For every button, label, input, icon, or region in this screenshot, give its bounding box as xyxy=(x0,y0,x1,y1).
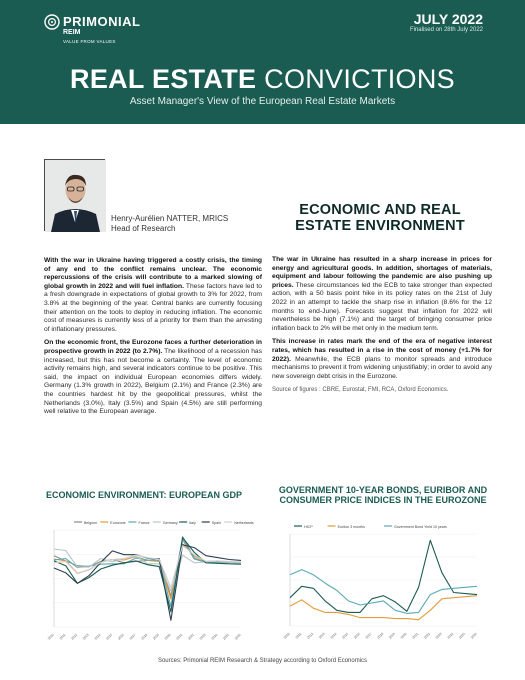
left-p1-bold: With the war in Ukraine having triggered a costly crisis, the timing of any end to the conflict remains unclear. The economic repercussions of the crisis will contribute to a marked slowing of global growth in 2022 and will fuel inflation. xyxy=(44,257,262,290)
x-tick-label: 2022 xyxy=(423,631,431,640)
x-tick-label: 2010 xyxy=(46,632,55,641)
series-line-germany xyxy=(54,549,241,591)
x-tick-label: 2022 xyxy=(187,632,195,641)
right-column xyxy=(272,256,492,400)
right-p2-bold: This increase in rates mark the end of the era of negative interest rates, which has resulted in a rise in the cost of money (+1.7% for 2022). xyxy=(272,338,492,363)
x-tick-label: 2018 xyxy=(376,631,385,640)
legend-label: France xyxy=(138,521,150,525)
left-column xyxy=(44,257,262,422)
x-tick-label: 2024 xyxy=(446,631,455,640)
series-line-euribor-3-months xyxy=(290,596,477,620)
right-paragraph-2 xyxy=(272,338,492,381)
gdp-chart xyxy=(44,518,254,643)
author-name: Henry-Aurélien NATTER, MRICS xyxy=(111,214,229,223)
series-line-spain xyxy=(54,545,241,621)
author-role: Head of Research xyxy=(111,224,176,233)
legend-label: Euribor 3 months xyxy=(337,525,365,529)
left-p1-text: These factors have led to a fresh downgrade in expectations of global growth to 3% for 2022, from 3.8% at the beginning of the year. Central banks are currently focusing their attention on the tools to deploy in reducing inflation. The economic cost of measures is currently less of a priority for them than the arresting of inflationary pressures. xyxy=(44,282,263,333)
legend-label: Government Bond Yield 10 years xyxy=(394,525,447,529)
x-tick-label: 2011 xyxy=(294,631,303,640)
x-tick-label: 2016 xyxy=(116,632,125,641)
footer-source: Sources: Primonial REIM Research & Strategy according to Oxford Economics xyxy=(157,658,368,664)
report-title-bold: REAL ESTATE xyxy=(70,64,257,94)
x-tick-label: 2015 xyxy=(341,631,350,640)
x-tick-label: 2013 xyxy=(81,632,90,641)
x-tick-label: 2019 xyxy=(152,632,160,641)
gdp-chart-title: ECONOMIC ENVIRONMENT: EUROPEAN GDP xyxy=(45,490,242,500)
x-tick-label: 2017 xyxy=(364,631,373,640)
legend-label: HICP xyxy=(304,525,313,529)
series-line-eurozone xyxy=(54,544,241,599)
rates-chart xyxy=(280,522,485,642)
series-line-belgium xyxy=(54,540,241,597)
x-tick-label: 2016 xyxy=(352,631,361,640)
x-tick-label: 2015 xyxy=(105,632,114,641)
issue-date: JULY 2022 xyxy=(413,11,483,27)
x-tick-label: 2014 xyxy=(329,631,338,640)
x-tick-label: 2019 xyxy=(388,631,396,640)
x-tick-label: 2026 xyxy=(233,632,242,641)
brand-tagline: VALUE FROM VALUES xyxy=(63,39,116,44)
brand-logo-icon xyxy=(44,14,60,30)
legend-label: Eurozone xyxy=(110,521,126,525)
section-title: ECONOMIC AND REAL ESTATE ENVIRONMENT xyxy=(295,202,465,234)
x-tick-label: 2018 xyxy=(140,632,149,641)
report-title-light: CONVICTIONS xyxy=(256,64,455,94)
x-tick-label: 2020 xyxy=(399,631,408,640)
report-title xyxy=(0,64,525,95)
finalised-date: Finalised on 28th July 2022 xyxy=(409,27,483,33)
legend-label: Belgium xyxy=(84,521,97,525)
legend-label: Germany xyxy=(162,521,178,525)
right-p1-bold: The war in Ukraine has resulted in a sharp increase in prices for energy and agricultural goods. In addition, shortages of materials, equipment and labour following the pandemic are also pushing up prices. xyxy=(272,256,492,289)
x-tick-label: 2010 xyxy=(282,631,291,640)
x-tick-label: 2013 xyxy=(317,631,326,640)
report-header xyxy=(0,0,525,124)
author-portrait xyxy=(45,160,106,232)
series-line-italy xyxy=(54,538,241,612)
left-paragraph-2 xyxy=(44,339,262,416)
x-tick-label: 2026 xyxy=(469,631,478,640)
right-p2-text: Meanwhile, the ECB plans to monitor spreads and introduce mechanisms to prevent it from widening unjustifiably; in order to avoid any new sovereign debt crisis in the Eurozone. xyxy=(272,355,492,380)
x-tick-label: 2025 xyxy=(222,632,231,641)
x-tick-label: 2021 xyxy=(175,632,184,641)
right-p1-text: These circumstances led the ECB to take stronger than expected action, with a 50 basis point hike in its policy rates on the 21st of July 2022 in an attempt to tackle the sharp rise in inflation (8.6% for the 12 months to end-June). Forecasts suggest that inflation for 2022 will nevertheless be high (7.1%) and the target of bringing consumer price inflation back to 2% will be met only in the medium term. xyxy=(272,281,492,332)
x-tick-label: 2025 xyxy=(458,631,467,640)
x-tick-label: 2023 xyxy=(434,631,443,640)
brand-sub: REIM xyxy=(63,29,81,36)
series-line-government-bond-yield-10-years xyxy=(290,570,477,614)
x-tick-label: 2014 xyxy=(93,632,102,641)
x-tick-label: 2024 xyxy=(210,632,219,641)
x-tick-label: 2021 xyxy=(411,631,420,640)
brand-name: PRIMONIAL xyxy=(63,14,141,29)
left-p2-bold: On the economic front, the Eurozone faces a further deterioration in prospective growth in 2022 (to 2.7%). xyxy=(44,339,262,355)
report-subtitle: Asset Manager's View of the European Real Estate Markets xyxy=(129,96,396,107)
right-paragraph-1 xyxy=(272,256,492,333)
x-tick-label: 2023 xyxy=(198,632,207,641)
rates-chart-title: GOVERNMENT 10-YEAR BONDS, EURIBOR AND CONSUMER PRICE INDICES IN THE EUROZONE xyxy=(278,485,488,505)
x-tick-label: 2020 xyxy=(163,632,172,641)
legend-label: Netherlands xyxy=(234,521,254,525)
left-paragraph-1 xyxy=(44,257,262,334)
x-tick-label: 2017 xyxy=(128,632,137,641)
figures-source: Source of figures : CBRE, Eurostat, FMI, RCA, Oxford Economics. xyxy=(272,387,449,394)
legend-label: Italy xyxy=(189,521,196,525)
left-p2-text: The likelihood of a recession has increased, but this has not become a certainty. The level of economic activity remains high, and several indicators continue to be positive. This said, the impact on individual European economies differs widely. Germany (1.3% growth in 2022), Belgium (2.1%) and France (2.3%) are the countries hardest hit by the geopolitical pressures, whilst the Netherlands (3.0%), Italy (3.5%) and Spain (4.5%) are still performing well relative to the European average. xyxy=(44,347,262,416)
x-tick-label: 2012 xyxy=(306,631,315,640)
legend-label: Spain xyxy=(211,521,221,525)
author-photo xyxy=(44,159,105,231)
x-tick-label: 2011 xyxy=(58,632,67,641)
x-tick-label: 2012 xyxy=(70,632,79,641)
